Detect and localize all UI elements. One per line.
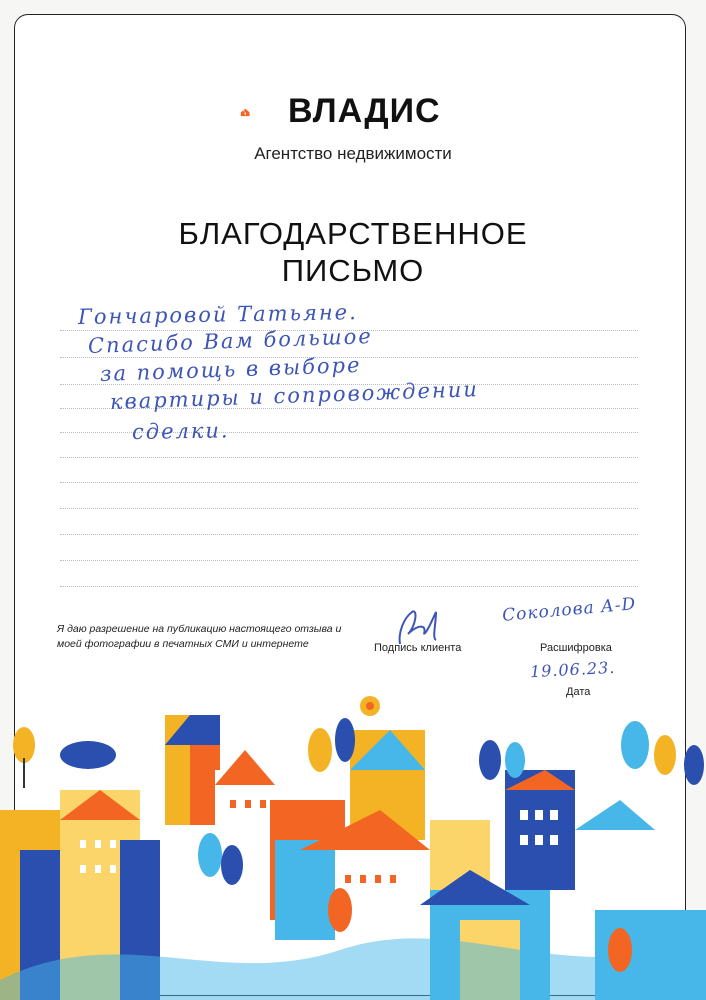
handwritten-line: Спасибо Вам большое [87,324,374,358]
ruled-line [60,586,638,587]
handwritten-line: за помощь в выборе [99,352,362,386]
page-title-line1: БЛАГОДАРСТВЕННОЕ [178,216,528,251]
decode-value: Соколова А-D [501,594,637,626]
ruled-line [60,482,638,483]
brand-subtitle: Агентство недвижимости [254,144,452,163]
ruled-line [60,534,638,535]
date-label: Дата [566,686,591,698]
handwritten-line: сделки. [131,418,230,444]
signature-label: Подпись клиента [374,642,462,654]
house-key-icon [240,92,290,134]
ruled-line [60,508,638,509]
date-value: 19.06.23. [529,657,616,682]
consent-text: Я даю разрешение на публикацию настоящего отзыва и моей фотографии в печатных СМИ и интернете [57,623,342,650]
brand-name: ВЛАДИС [288,92,441,130]
city-illustration [0,690,706,1000]
handwritten-line: квартиры и сопровождении [109,377,480,414]
ruled-line [60,560,638,561]
svg-text:1: 1 [243,110,245,113]
page-title-line2: ПИСЬМО [281,253,425,288]
handwritten-line: Гончаровой Татьяне. [77,300,358,329]
ruled-line [60,457,638,458]
decode-label: Расшифровка [540,642,612,654]
